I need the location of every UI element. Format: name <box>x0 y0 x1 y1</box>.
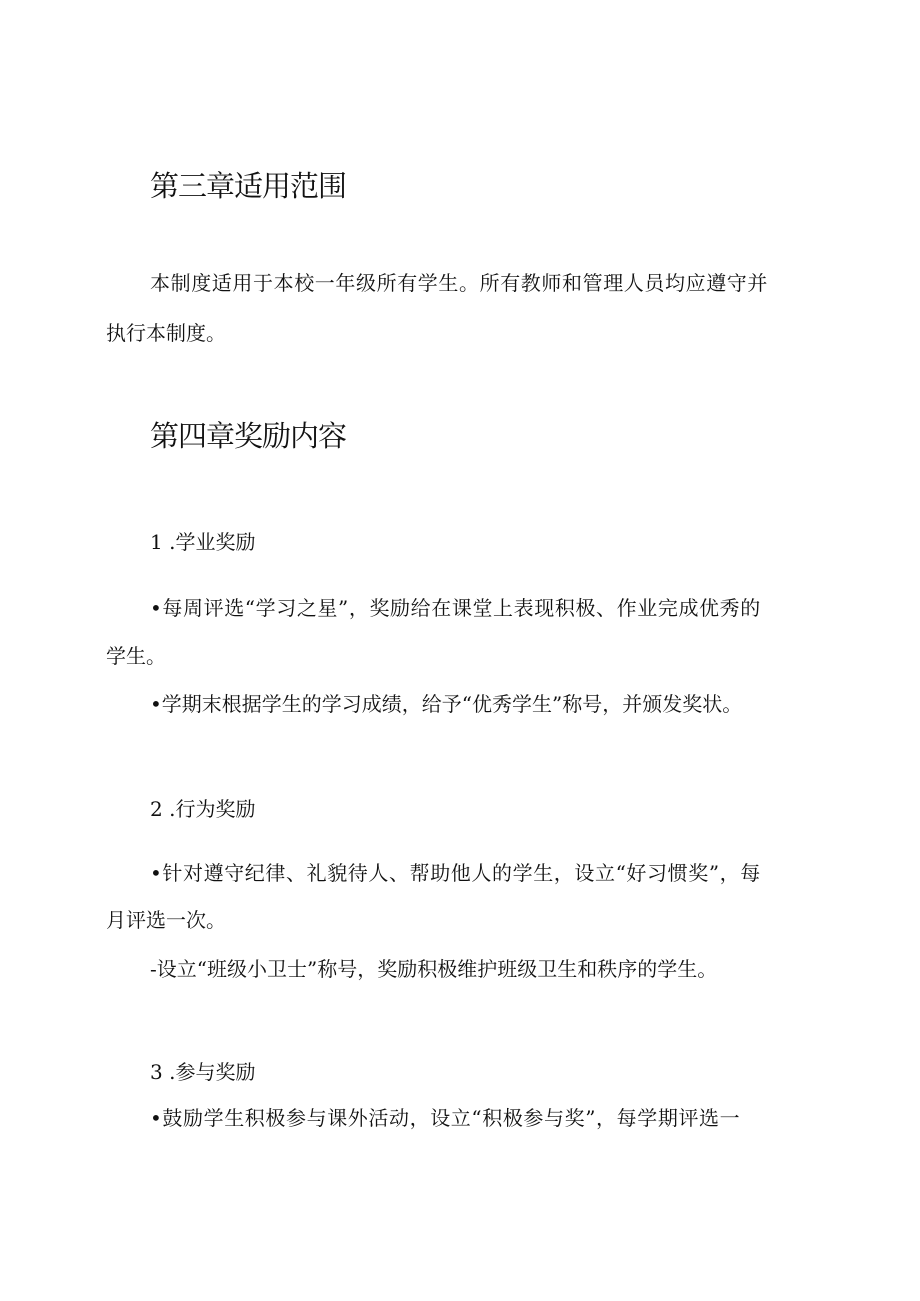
chapter3-paragraph-line2: 执行本制度。 <box>106 321 226 345</box>
section2-heading: 2 .行为奖励 <box>150 797 256 821</box>
chapter4-title: 第四章奖励内容 <box>150 419 347 453</box>
section3-item1-line1: •鼓励学生积极参与课外活动，设立“积极参与奖”，每学期评选一 <box>150 1106 741 1130</box>
section1-item1-line1: •每周评选“学习之星”，奖励给在课堂上表现积极、作业完成优秀的 <box>150 596 761 620</box>
section2-item2: -设立“班级小卫士”称号，奖励积极维护班级卫生和秩序的学生。 <box>150 957 718 981</box>
section3-heading: 3 .参与奖励 <box>150 1060 256 1084</box>
section2-item1-line2: 月评选一次。 <box>106 908 226 932</box>
section1-item1-line2: 学生。 <box>106 644 166 668</box>
section1-item2: •学期末根据学生的学习成绩，给予“优秀学生”称号，并颁发奖状。 <box>150 692 743 716</box>
chapter3-title: 第三章适用范围 <box>150 169 347 203</box>
section2-item1-line1: •针对遵守纪律、礼貌待人、帮助他人的学生，设立“好习惯奖”，每 <box>150 861 761 885</box>
chapter3-paragraph-line1: 本制度适用于本校一年级所有学生。所有教师和管理人员均应遵守并 <box>150 271 768 295</box>
section1-heading: 1 .学业奖励 <box>150 530 256 554</box>
